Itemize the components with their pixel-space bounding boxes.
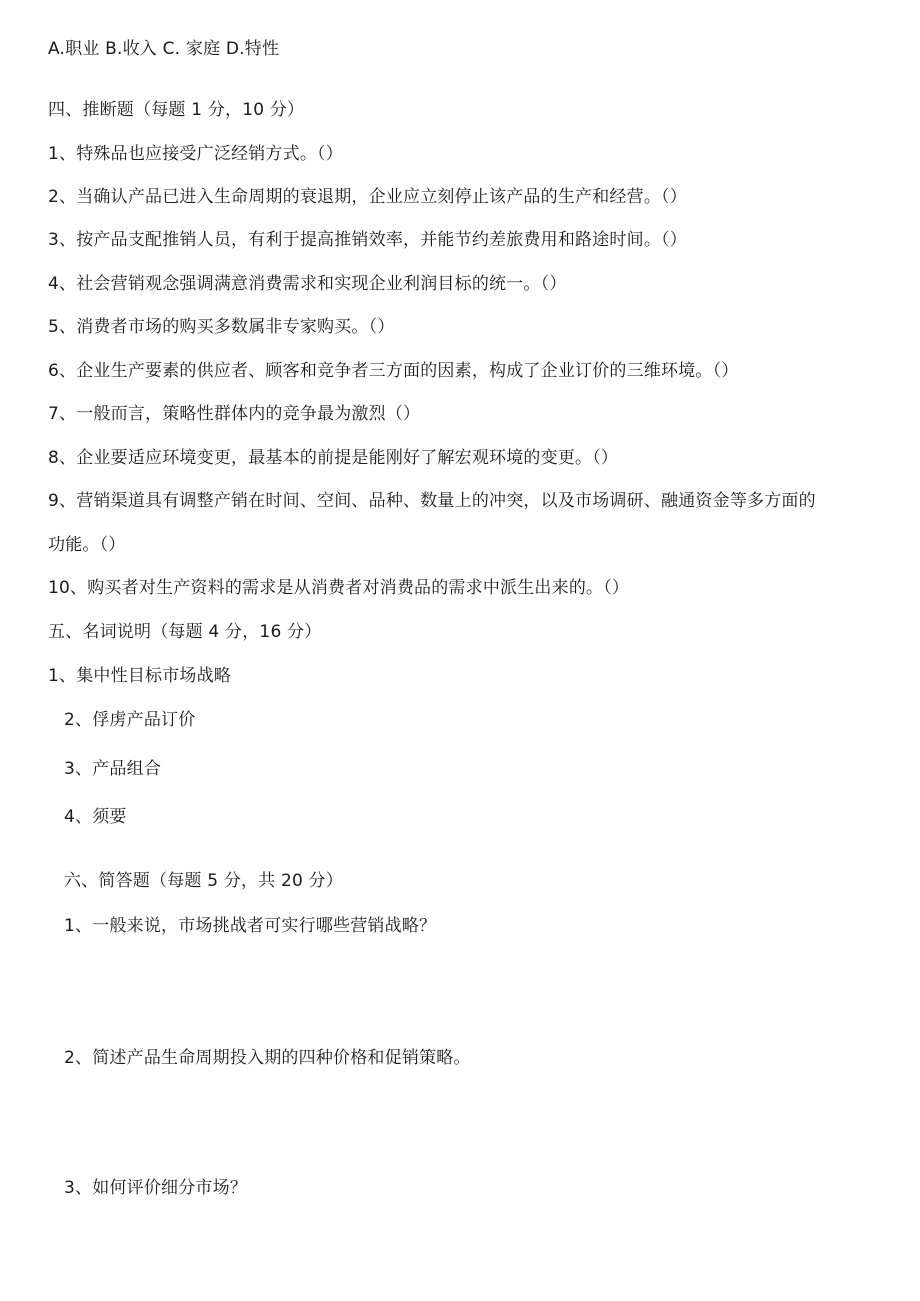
section-5-item-1: 1、集中性目标市场战略 <box>48 666 232 686</box>
section-5-item-2: 2、俘虏产品订价 <box>64 710 196 730</box>
section-4-item-5: 5、消费者市场的购买多数属非专家购买。（） <box>48 317 395 337</box>
section-6-item-1: 1、一般来说，市场挑战者可实行哪些营销战略？ <box>64 916 437 936</box>
section-4-item-9: 9、营销渠道具有调整产销在时间、空间、品种、数量上的冲突，以及市场调研、融通资金等多方面的 <box>48 491 816 511</box>
section-6-item-2: 2、简述产品生命周期投入期的四种价格和促销策略。 <box>64 1048 471 1068</box>
section-4-item-9-continued: 功能。（） <box>48 535 126 555</box>
section-4-item-1: 1、特殊品也应接受广泛经销方式。（） <box>48 144 343 164</box>
section-5-item-3: 3、产品组合 <box>64 759 162 779</box>
section-5-item-4: 4、须要 <box>64 807 127 827</box>
section-4-item-6: 6、企业生产要素的供应者、顾客和竞争者三方面的因素，构成了企业订价的三维环境。（） <box>48 361 739 381</box>
section-4-item-3: 3、按产品支配推销人员，有利于提高推销效率，并能节约差旅费用和路途时间。（） <box>48 230 687 250</box>
choice-options: A.职业 B.收入 C. 家庭 D.特性 <box>48 39 280 59</box>
section-4-title: 四、推断题（每题 1 分，10 分） <box>48 100 305 120</box>
section-5-title: 五、名词说明（每题 4 分，16 分） <box>48 622 322 642</box>
section-4-item-2: 2、当确认产品已进入生命周期的衰退期，企业应立刻停止该产品的生产和经营。（） <box>48 187 687 207</box>
section-4-item-10: 10、购买者对生产资料的需求是从消费者对消费品的需求中派生出来的。（） <box>48 578 630 598</box>
section-6-item-3: 3、如何评价细分市场？ <box>64 1178 248 1198</box>
section-4-item-7: 7、一般而言，策略性群体内的竞争最为激烈（） <box>48 404 421 424</box>
section-6-title: 六、简答题（每题 5 分，共 20 分） <box>64 871 344 891</box>
section-4-item-8: 8、企业要适应环境变更，最基本的前提是能刚好了解宏观环境的变更。（） <box>48 448 619 468</box>
section-4-item-4: 4、社会营销观念强调满意消费需求和实现企业利润目标的统一。（） <box>48 274 567 294</box>
